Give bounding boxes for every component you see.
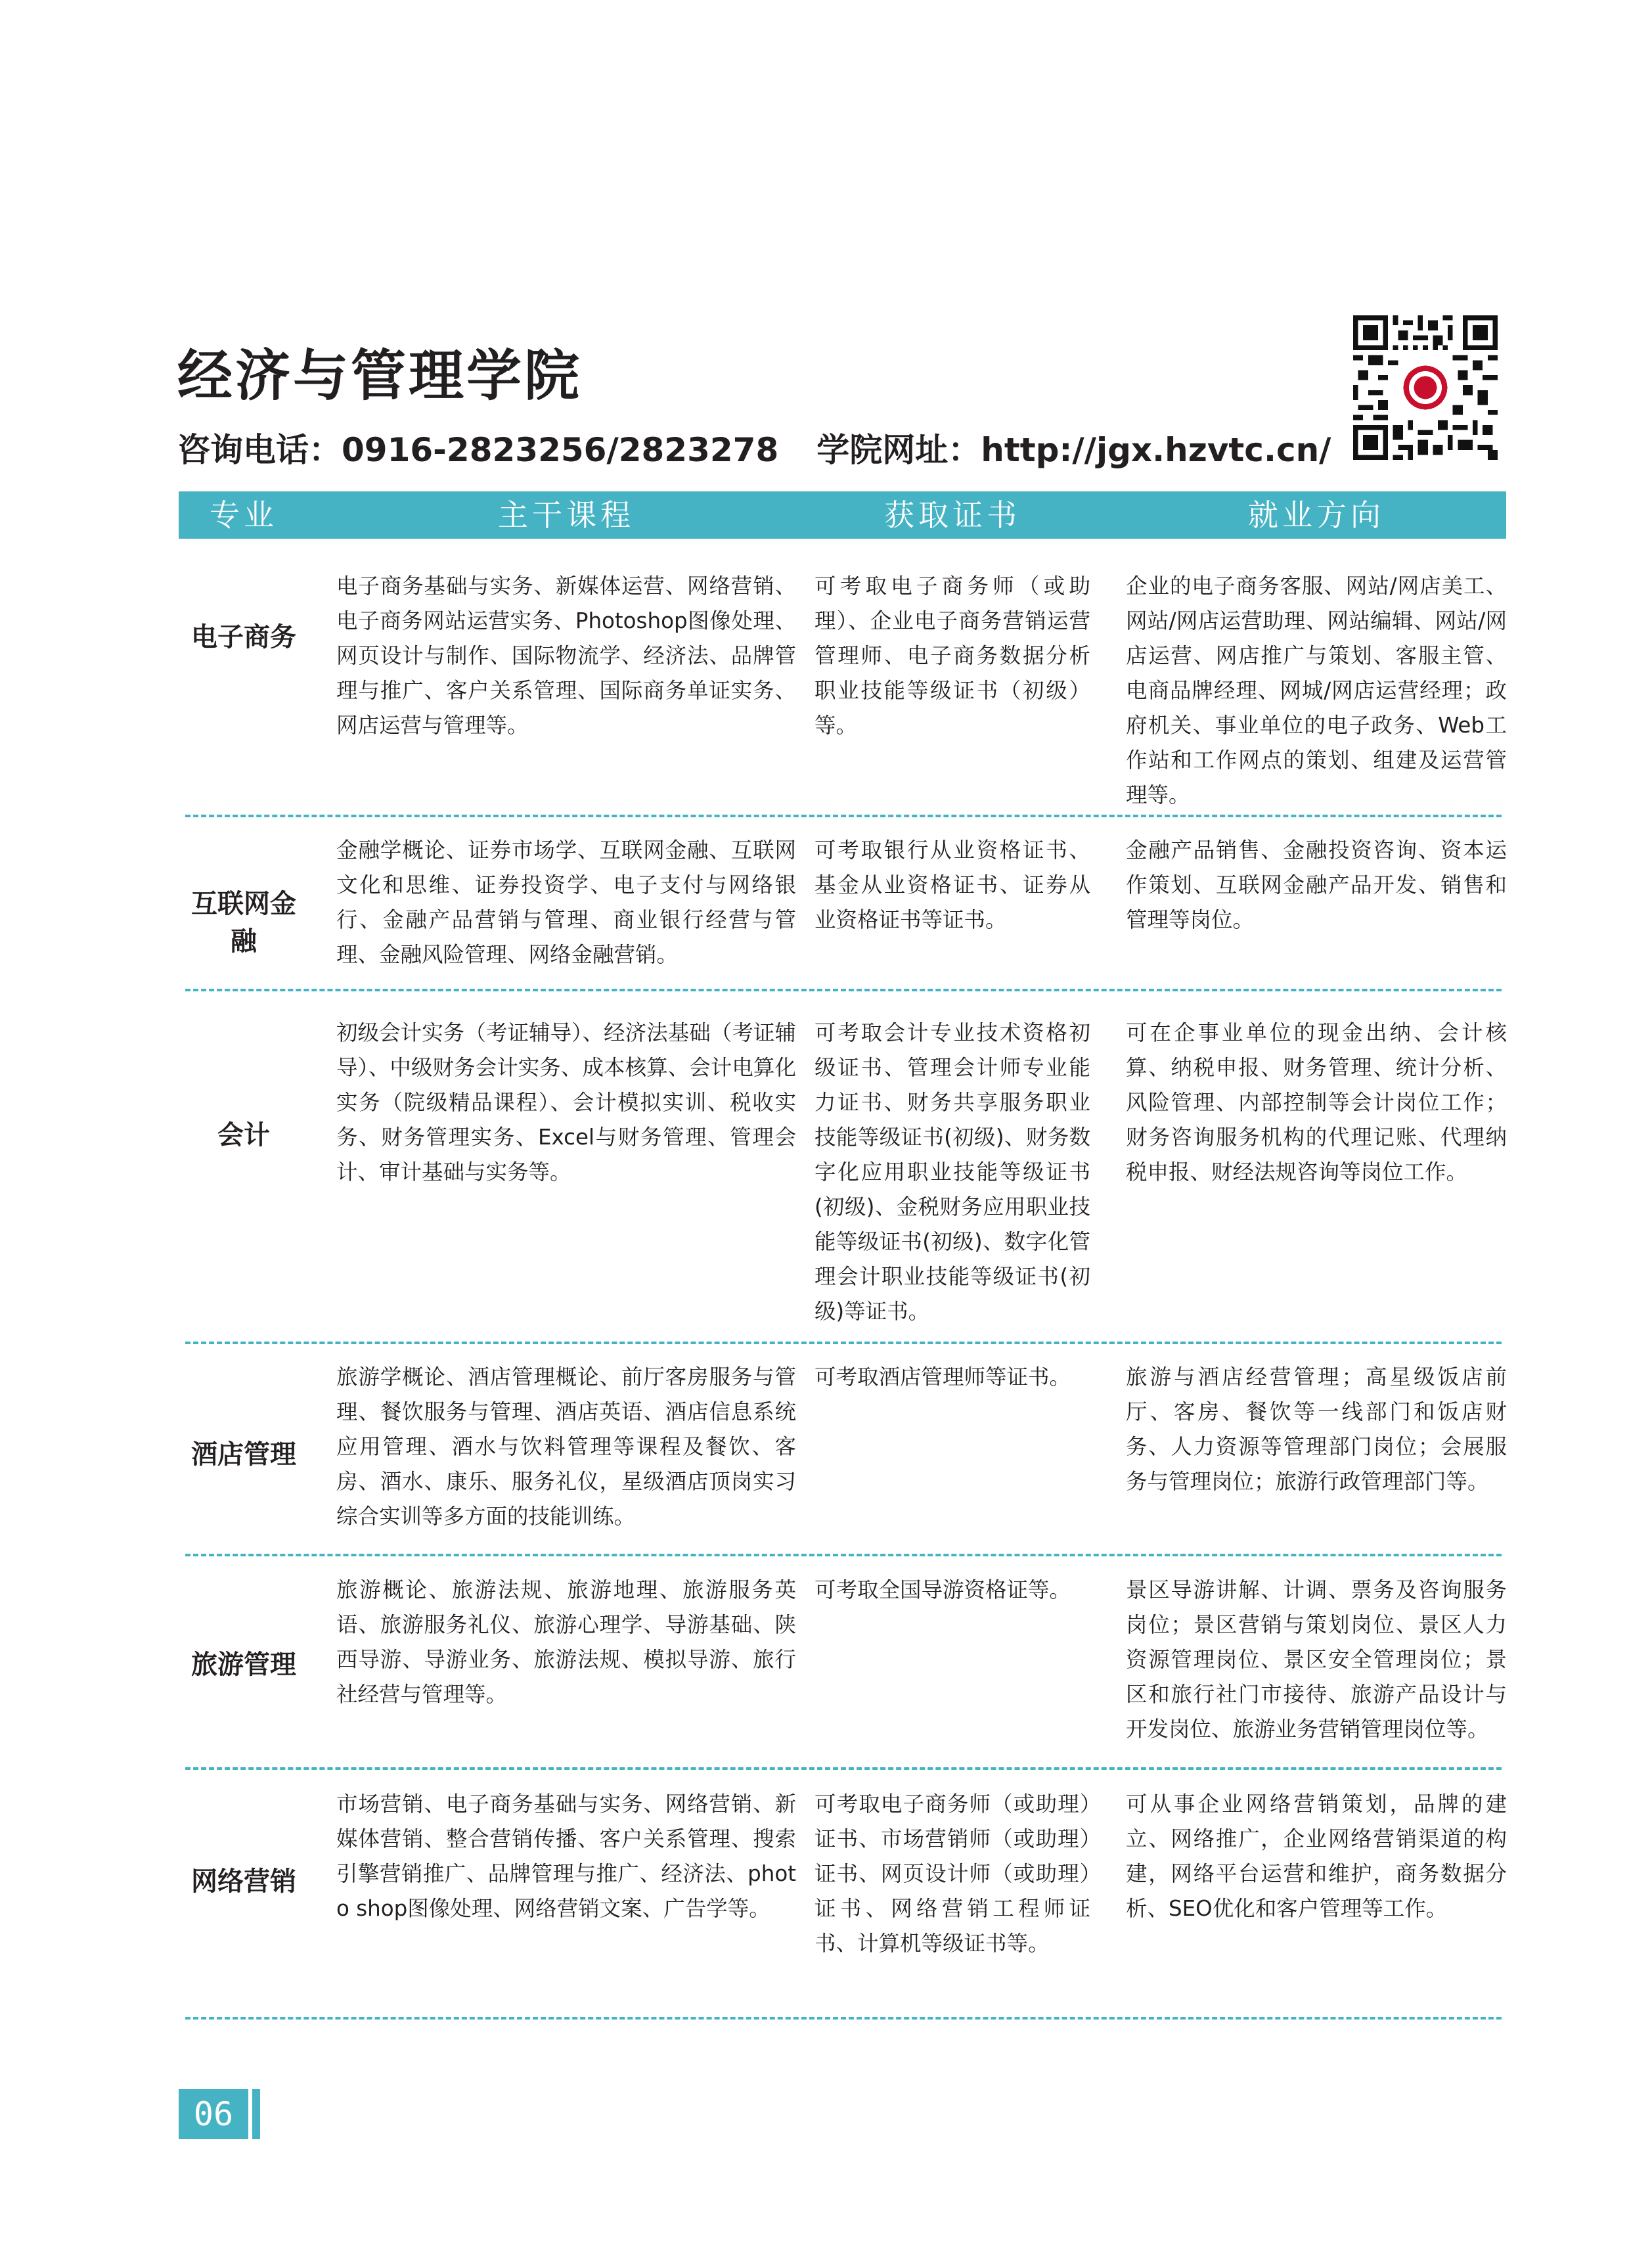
certificates-cell: 可考取会计专业技术资格初级证书、管理会计师专业能力证书、财务共享服务职业技能等级证书(初级)、财务数字化应用职业技能等级证书(初级)、金税财务应用职业技能等级证书(初级)、数字化管理会计职业技能等级证书(初级)等证书。: [815, 1020, 1090, 1324]
major-name: 网络营销: [191, 1866, 296, 1897]
careers-cell: 可从事企业网络营销策划，品牌的建立、网络推广，企业网络营销渠道的构建，网络平台运营和维护，商务数据分析、SEO优化和客户管理等工作。: [1126, 1792, 1507, 1921]
page-number: 06: [179, 2089, 248, 2139]
certificates-cell: 可考取全国导游资格证等。: [815, 1577, 1071, 1602]
row-divider: [185, 2017, 1502, 2020]
header-major: 专业: [210, 497, 278, 533]
row-divider: [185, 1554, 1502, 1556]
courses-cell: 金融学概论、证券市场学、互联网金融、互联网文化和思维、证券投资学、电子支付与网络银行、金融产品营销与管理、商业银行经营与管理、金融风险管理、网络金融营销。: [336, 838, 796, 967]
header-careers: 就业方向: [1248, 497, 1385, 533]
row-divider: [185, 989, 1502, 991]
major-name: 电子商务: [191, 622, 296, 652]
careers-cell: 旅游与酒店经营管理；高星级饭店前厅、客房、餐饮等一线部门和饭店财务、人力资源等管理部门岗位；会展服务与管理岗位；旅游行政管理部门等。: [1126, 1365, 1507, 1494]
page-number-accent-bar: [252, 2089, 260, 2139]
table-header: [179, 491, 1506, 539]
careers-cell: 可在企事业单位的现金出纳、会计核算、纳税申报、财务管理、统计分析、风险管理、内部控制等会计岗位工作；财务咨询服务机构的代理记账、代理纳税申报、财经法规咨询等岗位工作。: [1126, 1020, 1507, 1185]
contact-line: [177, 424, 1331, 471]
courses-cell: 旅游概论、旅游法规、旅游地理、旅游服务英语、旅游服务礼仪、旅游心理学、导游基础、陕西导游、导游业务、旅游法规、模拟导游、旅行社经营与管理等。: [336, 1577, 796, 1707]
careers-cell: 企业的电子商务客服、网站/网店美工、网站/网店运营助理、网站编辑、网站/网店运营、网店推广与策划、客服主管、电商品牌经理、网城/网店运营经理；政府机关、事业单位的电子政务、Web工作站和工作网点的策划、组建及运营管理等。: [1126, 574, 1507, 807]
courses-cell: 电子商务基础与实务、新媒体运营、网络营销、电子商务网站运营实务、Photoshop图像处理、网页设计与制作、国际物流学、经济法、品牌管理与推广、客户关系管理、国际商务单证实务、网店运营与管理等。: [336, 574, 796, 738]
major-name: 旅游管理: [191, 1650, 296, 1680]
courses-cell: 初级会计实务（考证辅导）、经济法基础（考证辅导）、中级财务会计实务、成本核算、会计电算化实务（院级精品课程）、会计模拟实训、税收实务、财务管理实务、Excel与财务管理、管理会计、审计基础与实务等。: [336, 1020, 796, 1185]
careers-cell: 景区导游讲解、计调、票务及咨询服务岗位；景区营销与策划岗位、景区人力资源管理岗位、景区安全管理岗位；景区和旅行社门市接待、旅游产品设计与开发岗位、旅游业务营销管理岗位等。: [1126, 1577, 1507, 1742]
courses-cell: 市场营销、电子商务基础与实务、网络营销、新媒体营销、整合营销传播、客户关系管理、搜索引擎营销推广、品牌管理与推广、经济法、photo shop图像处理、网络营销文案、广告学等。: [336, 1792, 796, 1921]
certificates-cell: 可考取电子商务师（或助理）、企业电子商务营销运营管理师、电子商务数据分析职业技能等级证书（初级）等。: [815, 574, 1090, 738]
qr-code-icon: [1353, 315, 1498, 460]
row-divider: [185, 1767, 1502, 1770]
contact-website: 学院网址：http://jgx.hzvtc.cn/: [816, 431, 1331, 469]
major-name: 酒店管理: [191, 1439, 296, 1470]
header-courses: 主干课程: [498, 497, 635, 533]
row-divider: [185, 1342, 1502, 1344]
major-name: 互联网金融: [191, 889, 296, 957]
page-title: 经济与管理学院: [177, 344, 583, 408]
certificates-cell: 可考取电子商务师（或助理）证书、市场营销师（或助理）证书、网页设计师（或助理）证书、网络营销工程师证书、计算机等级证书等。: [815, 1792, 1090, 1956]
header-certificates: 获取证书: [884, 497, 1021, 533]
certificates-cell: 可考取酒店管理师等证书。: [815, 1365, 1071, 1389]
careers-cell: 金融产品销售、金融投资咨询、资本运作策划、互联网金融产品开发、销售和管理等岗位。: [1126, 838, 1507, 932]
certificates-cell: 可考取银行从业资格证书、基金从业资格证书、证券从业资格证书等证书。: [815, 838, 1090, 932]
contact-phone: 咨询电话：0916-2823256/2823278: [177, 431, 779, 469]
major-name: 会计: [217, 1120, 270, 1150]
row-divider: [185, 815, 1502, 817]
courses-cell: 旅游学概论、酒店管理概论、前厅客房服务与管理、餐饮服务与管理、酒店英语、酒店信息系统应用管理、酒水与饮料管理等课程及餐饮、客房、酒水、康乐、服务礼仪，星级酒店顶岗实习综合实训等多方面的技能训练。: [336, 1365, 796, 1529]
